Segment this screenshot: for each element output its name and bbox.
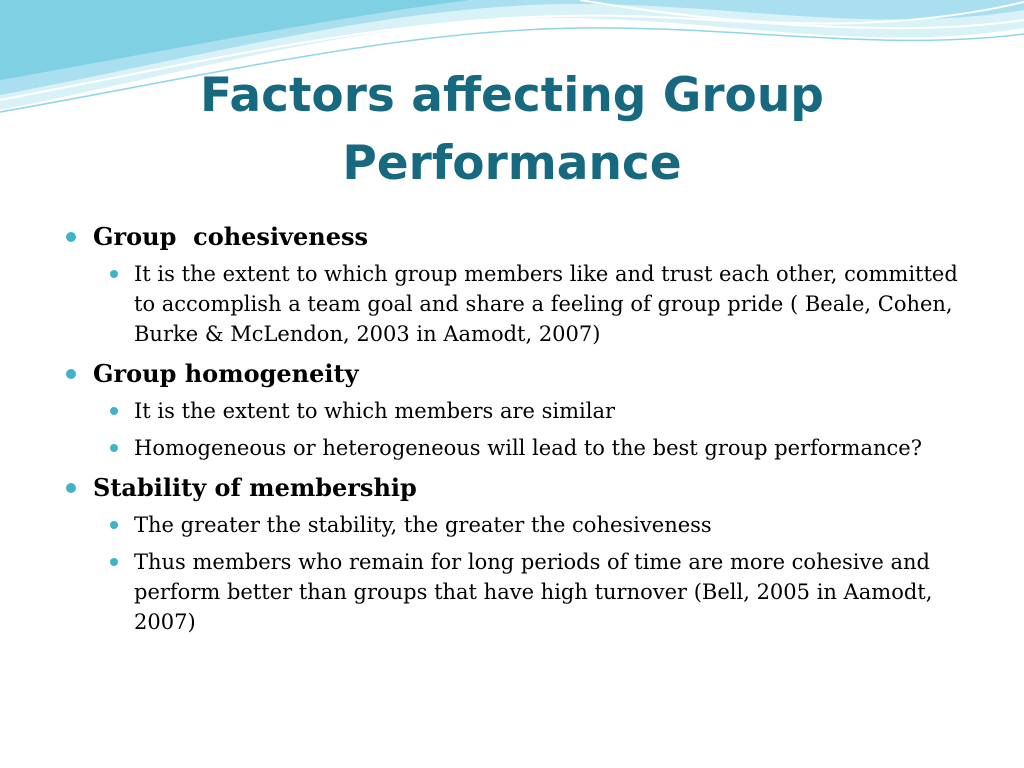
bullet-icon: [110, 558, 118, 566]
section-heading-text: Group cohesiveness: [93, 222, 369, 251]
section-heading-text: Stability of membership: [93, 473, 417, 502]
section-point-text: Homogeneous or heterogeneous will lead to the best group performance?: [134, 436, 922, 460]
slide-title: [0, 62, 1024, 198]
bullet-icon: [110, 270, 118, 278]
bullet-icon: [110, 407, 118, 415]
section-heading-stability-of-membership: [66, 470, 966, 506]
section-point-text: It is the extent to which group members like and trust each other, committed to accomplish a team goal and share a feeling of group pride ( Beale, Cohen, Burke & McLendon, 2003 in Aamodt, 2007): [134, 262, 958, 346]
slide-title-line-2: Performance: [342, 136, 682, 191]
bullet-icon: [110, 444, 118, 452]
section-point: [66, 396, 966, 426]
section-heading-group-homogeneity: [66, 356, 966, 392]
section-point: [66, 259, 966, 349]
section-heading-text: Group homogeneity: [93, 359, 359, 388]
slide-body: [66, 219, 966, 644]
section-point: [66, 433, 966, 463]
section-heading-group-cohesiveness: [66, 219, 966, 255]
section-point-text: Thus members who remain for long periods of time are more cohesive and perform better than groups that have high turnover (Bell, 2005 in Aamodt, 2007): [134, 550, 933, 634]
section-point: [66, 510, 966, 540]
section-point-text: The greater the stability, the greater the cohesiveness: [134, 513, 712, 537]
bullet-icon: [66, 369, 76, 379]
bullet-icon: [66, 232, 76, 242]
bullet-icon: [110, 521, 118, 529]
section-point: [66, 547, 966, 637]
slide-title-line-1: Factors affecting Group: [200, 68, 824, 123]
bullet-icon: [66, 483, 76, 493]
section-point-text: It is the extent to which members are similar: [134, 399, 616, 423]
